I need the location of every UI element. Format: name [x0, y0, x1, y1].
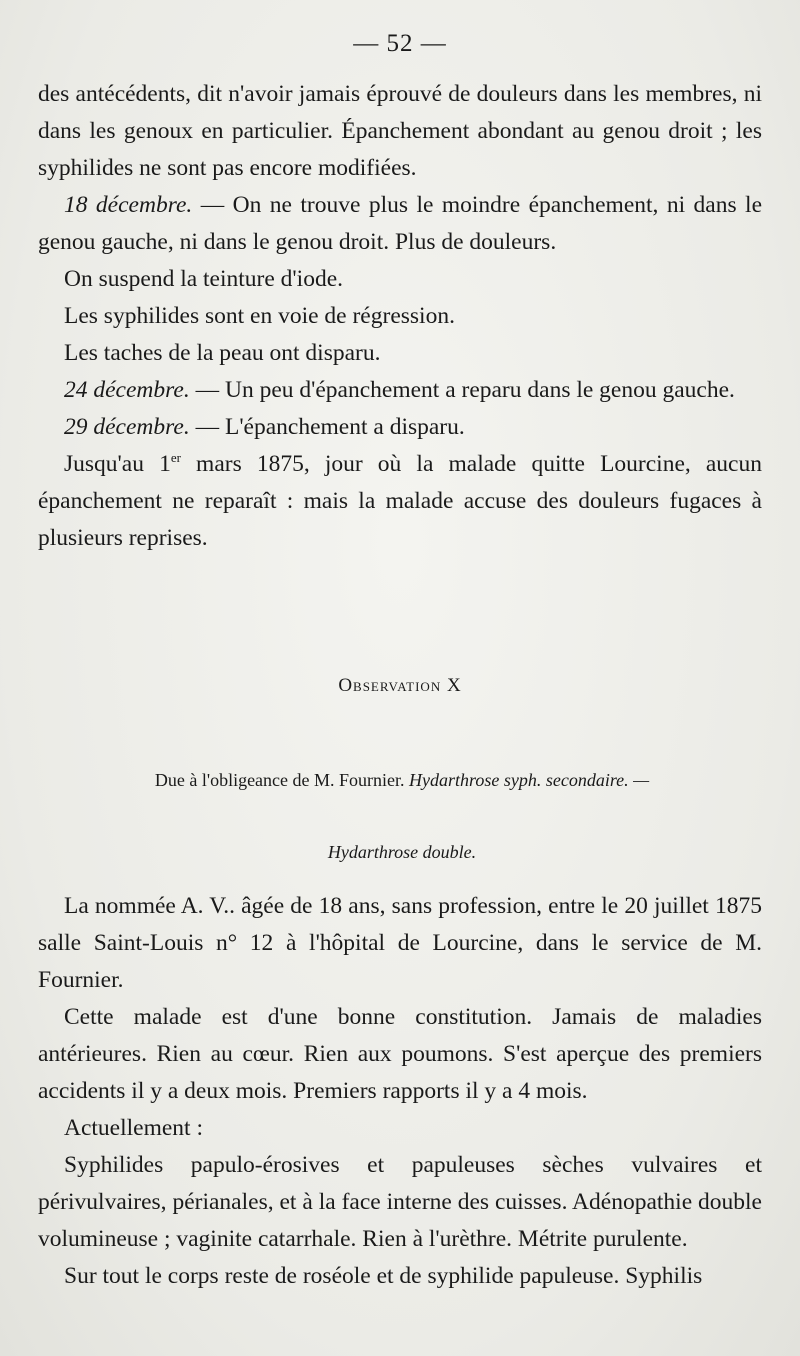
- paragraph: Jusqu'au 1er mars 1875, jour où la malade quitte Lourcine, aucun épanchement ne reparaît : mais la malade accuse des douleurs fugaces à plusieurs reprises.: [38, 450, 762, 551]
- text-block-lower: [38, 888, 762, 1295]
- paragraph: Cette malade est d'une bonne constitution. Jamais de maladies antérieures. Rien au cœur. Rien aux poumons. S'est aperçue des premiers accidents il y a deux mois. Premiers rapports il y a 4 mois.: [38, 1004, 762, 1104]
- paragraph: Actuellement :: [64, 1115, 203, 1141]
- date: 29 décembre.: [64, 414, 190, 440]
- paragraph: Les taches de la peau ont disparu.: [64, 340, 381, 366]
- date: 18 décembre.: [64, 192, 193, 218]
- superscript: er: [170, 450, 181, 466]
- text-block-upper: [38, 76, 762, 557]
- paragraph: des antécédents, dit n'avoir jamais éprouvé de douleurs dans les membres, ni dans les genoux en particulier. Épanchement abondant au genou droit ; les syphilides ne sont pas encore modifiées.: [38, 81, 762, 181]
- source-line: Due à l'obligeance de M. Fournier. Hydarthrose syph. secondaire. —: [154, 770, 650, 790]
- paragraph: Sur tout le corps reste de roséole et de syphilide papuleuse. Syphilis: [64, 1263, 703, 1289]
- paragraph: 18 décembre. — On ne trouve plus le moindre épanchement, ni dans le genou gauche, ni dans le genou droit. Plus de douleurs.: [38, 192, 762, 255]
- paragraph: Syphilides papulo-érosives et papuleuses sèches vulvaires et périvulvaires, périanales, et à la face interne des cuisses. Adénopathie double volumineuse ; vaginite catarrhale. Rien à l'urèthre. Métrite purulente.: [38, 1152, 762, 1252]
- page-number: — 52 —: [353, 30, 447, 57]
- paragraph: 29 décembre. — L'épanchement a disparu.: [64, 414, 465, 440]
- paragraph: On suspend la teinture d'iode.: [64, 266, 343, 292]
- source-line: Hydarthrose double.: [327, 842, 477, 862]
- paragraph: Les syphilides sont en voie de régression.: [64, 303, 455, 329]
- observation-title: Observation X: [338, 675, 462, 696]
- paragraph: 24 décembre. — Un peu d'épanchement a reparu dans le genou gauche.: [64, 377, 735, 403]
- date: 24 décembre.: [64, 377, 190, 403]
- observation-source: [44, 744, 760, 888]
- paragraph: La nommée A. V.. âgée de 18 ans, sans profession, entre le 20 juillet 1875 salle Saint-Louis n° 12 à l'hôpital de Lourcine, dans le service de M. Fournier.: [38, 893, 762, 993]
